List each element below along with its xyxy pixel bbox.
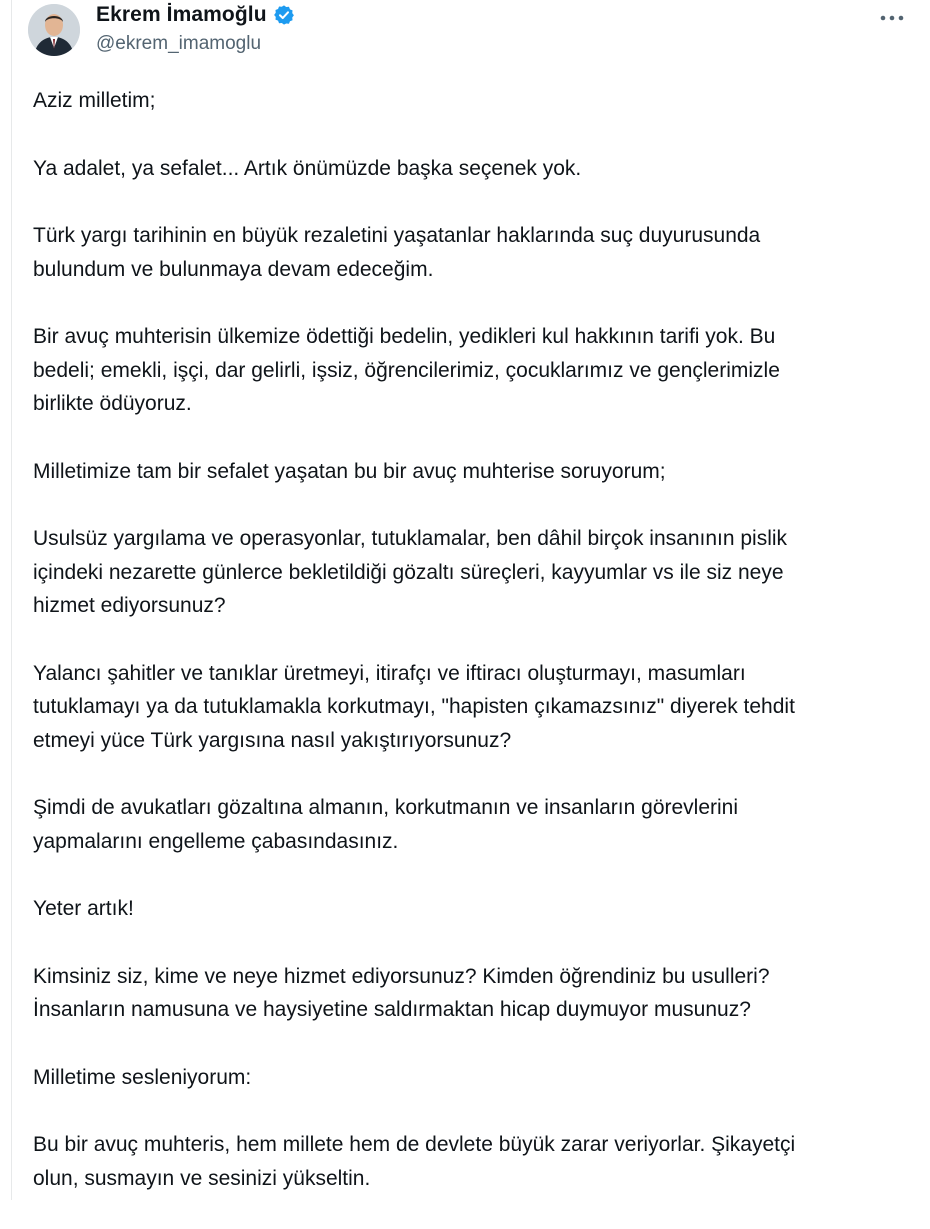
post-text-line: Türk yargı tarihinin en büyük rezaletini yaşatanlar haklarında suç duyurusunda bbox=[33, 224, 761, 247]
post-text-line: İnsanların namusuna ve haysiyetine saldırmaktan hicap duymuyor musunuz? bbox=[33, 998, 751, 1021]
author-name-row bbox=[96, 2, 295, 28]
verified-badge-icon bbox=[273, 4, 295, 26]
post-text-line: Aziz milletim; bbox=[33, 89, 156, 112]
avatar[interactable] bbox=[28, 4, 80, 56]
post-text-line: birlikte ödüyoruz. bbox=[33, 392, 192, 415]
post-text-line: içindeki nezarette günlerce bekletildiği gözaltı süreçleri, kayyumlar vs ile siz neye bbox=[33, 560, 784, 584]
post-text-line: yapmalarını engelleme çabasındasınız. bbox=[33, 829, 399, 853]
author-display-name[interactable]: Ekrem İmamoğlu bbox=[96, 3, 267, 26]
author-handle[interactable]: @ekrem_imamoglu bbox=[96, 33, 262, 54]
post-paragraph bbox=[33, 791, 913, 858]
post-paragraph bbox=[33, 892, 913, 926]
post-paragraph bbox=[33, 657, 913, 758]
post-paragraph bbox=[33, 152, 913, 186]
profile-photo-icon bbox=[28, 4, 80, 56]
post-text-line: bedeli; emekli, işçi, dar gelirli, işsiz, öğrencilerimiz, çocuklarımız ve gençlerimizle bbox=[33, 358, 780, 382]
post-text-line: Kimsiniz siz, kime ve neye hizmet ediyorsunuz? Kimden öğrendiniz bu usulleri? bbox=[33, 964, 770, 988]
post-text-line: Şimdi de avukatları gözaltına almanın, korkutmanın ve insanların görevlerini bbox=[33, 796, 739, 819]
post-text-line: Yalancı şahitler ve tanıklar üretmeyi, itirafçı ve iftiracı oluşturmayı, masumları bbox=[33, 661, 746, 685]
post-text-line: Bu bir avuç muhteris, hem millete hem de devlete büyük zarar veriyorlar. Şikayetçi bbox=[33, 1133, 796, 1156]
post-text-line: hizmet ediyorsunuz? bbox=[33, 594, 226, 617]
post-paragraph bbox=[33, 455, 913, 489]
post-paragraph bbox=[33, 84, 913, 118]
post-text-line: Bir avuç muhterisin ülkemize ödettiği bedelin, yedikleri kul hakkının tarifi yok. Bu bbox=[33, 325, 776, 348]
post-text-line: Usulsüz yargılama ve operasyonlar, tutuklamalar, ben dâhil birçok insanının pislik bbox=[33, 527, 788, 550]
post-text-line: olun, susmayın ve sesinizi yükseltin. bbox=[33, 1166, 371, 1190]
post-paragraph bbox=[33, 522, 913, 623]
ellipsis-icon[interactable] bbox=[878, 8, 906, 28]
post-paragraph bbox=[33, 960, 913, 1027]
post-header bbox=[0, 0, 930, 66]
post-text-line: Milletime sesleniyorum: bbox=[33, 1065, 252, 1089]
post-text-line: tutuklamayı ya da tutuklamakla korkutmayı, "hapisten çıkamazsınız" diyerek tehdit bbox=[33, 695, 795, 718]
post-text bbox=[33, 84, 913, 1229]
post-text-line: Yeter artık! bbox=[33, 897, 134, 920]
post-paragraph bbox=[33, 219, 913, 286]
post-paragraph bbox=[33, 1061, 913, 1095]
post-text-line: Milletimize tam bir sefalet yaşatan bu bir avuç muhterise soruyorum; bbox=[33, 459, 666, 483]
post-paragraph bbox=[33, 320, 913, 421]
post-paragraph bbox=[33, 1128, 913, 1195]
post-text-line: Ya adalet, ya sefalet... Artık önümüzde başka seçenek yok. bbox=[33, 156, 582, 180]
post-text-line: bulundum ve bulunmaya devam edeceğim. bbox=[33, 257, 434, 281]
post-text-line: etmeyi yüce Türk yargısına nasıl yakıştırıyorsunuz? bbox=[33, 728, 512, 752]
